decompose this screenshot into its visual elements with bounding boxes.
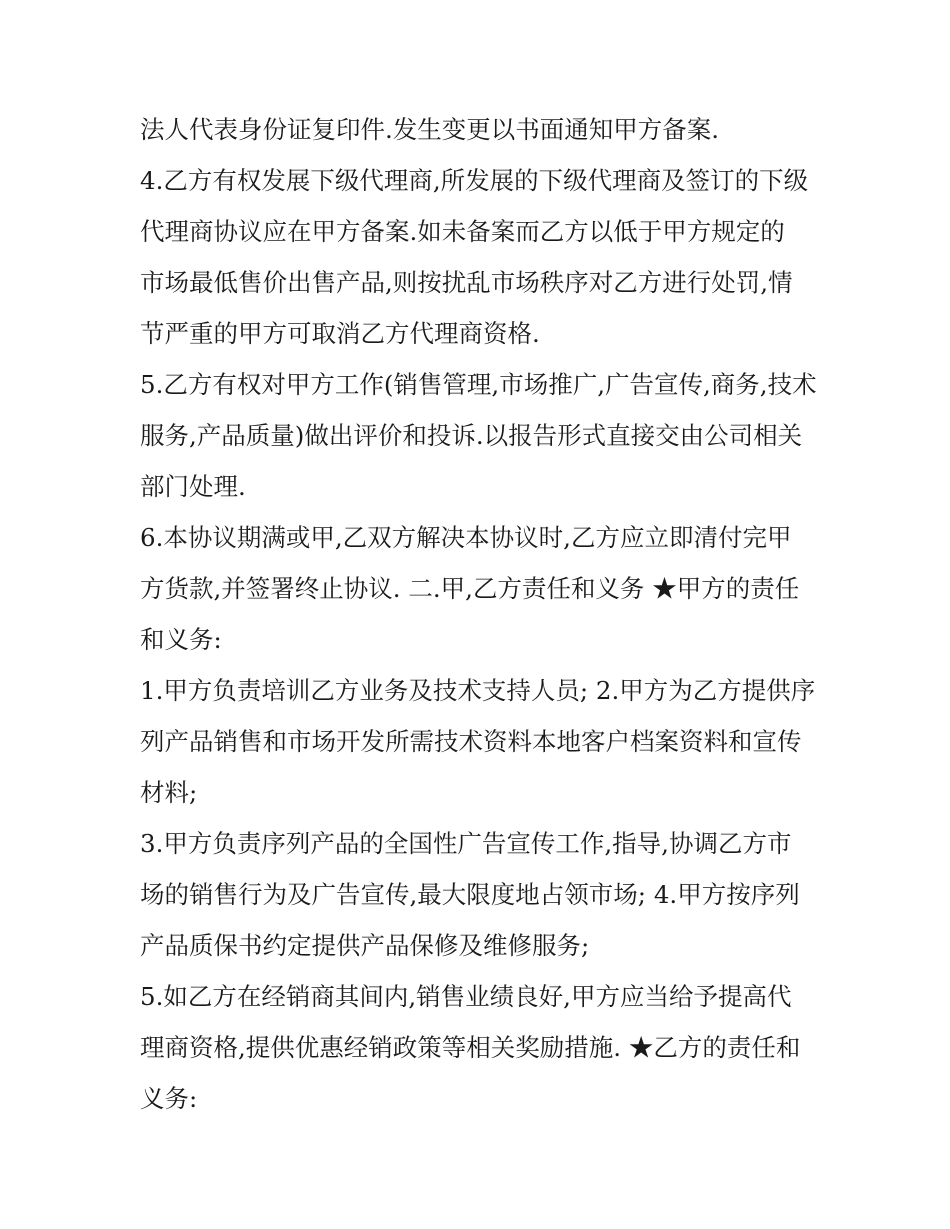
text-line: 3.甲方负责序列产品的全国性广告宣传工作,指导,协调乙方市 <box>140 829 792 858</box>
document-body <box>140 104 820 1124</box>
text-line: 5.乙方有权对甲方工作(销售管理,市场推广,广告宣传,商务,技术 <box>140 370 817 399</box>
text-line: 6.本协议期满或甲,乙双方解决本协议时,乙方应立即清付完甲 <box>140 523 792 552</box>
text-line: 场的销售行为及广告宣传,最大限度地占领市场; 4.甲方按序列 <box>140 880 800 909</box>
text-line: 材料; <box>140 778 198 807</box>
text-line: 4.乙方有权发展下级代理商,所发展的下级代理商及签订的下级 <box>140 166 809 195</box>
text-line: 节严重的甲方可取消乙方代理商资格. <box>140 319 540 348</box>
text-line: 方货款,并签署终止协议. 二.甲,乙方责任和义务 ★甲方的责任 <box>140 574 800 603</box>
text-line: 义务: <box>140 1084 198 1113</box>
text-line: 理商资格,提供优惠经销政策等相关奖励措施. ★乙方的责任和 <box>140 1033 801 1062</box>
text-line: 列产品销售和市场开发所需技术资料本地客户档案资料和宣传 <box>140 727 802 756</box>
text-line: 市场最低售价出售产品,则按扰乱市场秩序对乙方进行处罚,情 <box>140 268 793 297</box>
text-line: 服务,产品质量)做出评价和投诉.以报告形式直接交由公司相关 <box>140 421 803 450</box>
text-line: 和义务: <box>140 625 222 654</box>
text-line: 产品质保书约定提供产品保修及维修服务; <box>140 931 590 960</box>
text-line: 部门处理. <box>140 472 246 501</box>
text-line: 5.如乙方在经销商其间内,销售业绩良好,甲方应当给予提高代 <box>140 982 792 1011</box>
text-line: 法人代表身份证复印件.发生变更以书面通知甲方备案. <box>140 115 720 144</box>
text-line: 代理商协议应在甲方备案.如未备案而乙方以低于甲方规定的 <box>140 217 785 246</box>
text-line: 1.甲方负责培训乙方业务及技术支持人员; 2.甲方为乙方提供序 <box>140 676 816 705</box>
